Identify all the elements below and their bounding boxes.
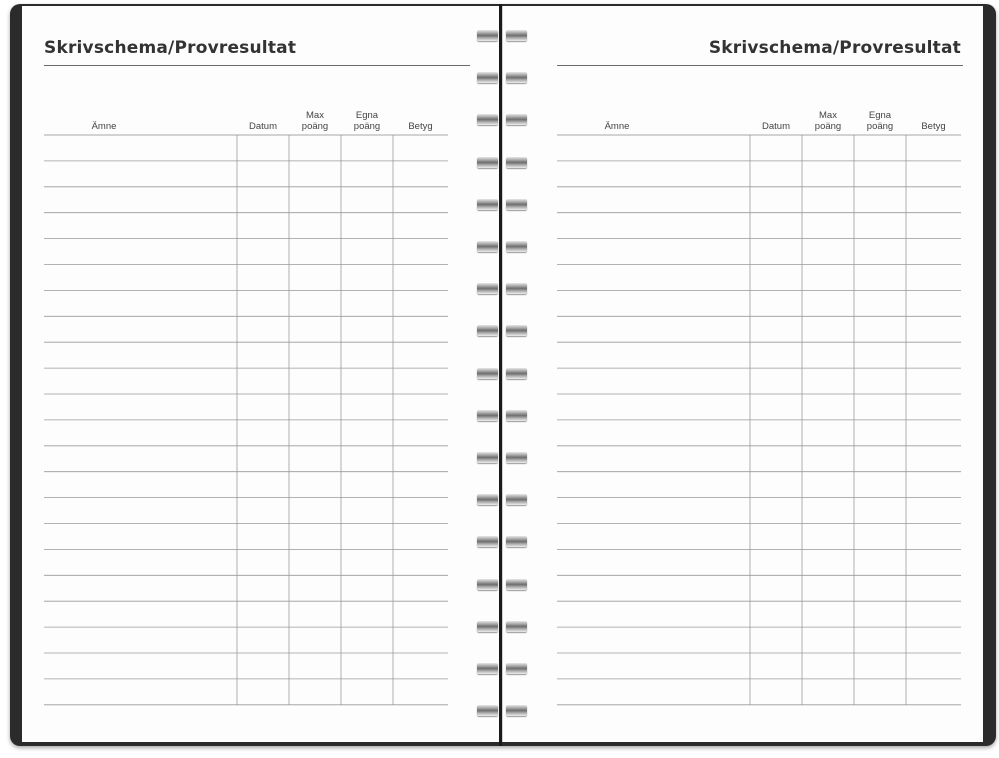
title-rule [44,65,470,66]
ring-loop [477,199,498,210]
results-grid [44,106,474,716]
binding-ring [477,533,527,549]
ring-loop [477,114,498,125]
column-header: Egna poäng [866,110,894,132]
results-table [44,106,474,721]
binding-ring [477,111,527,127]
binding-ring [477,491,527,507]
column-header: Ämne [604,121,630,132]
ring-loop [506,705,527,716]
results-table [557,106,967,721]
ring-loop [506,452,527,463]
ring-loop [506,199,527,210]
ring-loop [477,157,498,168]
binding-ring [477,322,527,338]
ring-loop [477,30,498,41]
ring-loop [506,663,527,674]
column-header: Betyg [408,121,433,132]
column-header: Max poäng [814,110,842,132]
binding-ring [477,618,527,634]
ring-loop [506,368,527,379]
ring-loop [506,325,527,336]
page-title: Skrivschema/Provresultat [708,38,961,58]
right-page [502,6,983,742]
binding-ring [477,196,527,212]
ring-loop [506,241,527,252]
column-header: Max poäng [301,110,329,132]
binding-ring [477,27,527,43]
ring-loop [477,621,498,632]
ring-loop [506,410,527,421]
ring-loop [477,325,498,336]
column-header: Betyg [921,121,946,132]
column-header: Datum [249,121,277,132]
title-rule [557,65,963,66]
ring-loop [506,621,527,632]
binding-ring [477,576,527,592]
ring-loop [477,72,498,83]
ring-loop [506,536,527,547]
binding-ring [477,702,527,718]
left-page [22,6,503,742]
ring-loop [477,452,498,463]
ring-loop [477,410,498,421]
ring-loop [506,30,527,41]
column-header: Egna poäng [353,110,381,132]
ring-loop [506,72,527,83]
ring-loop [506,494,527,505]
binding-ring [477,449,527,465]
binding-ring [477,365,527,381]
binding-ring [477,660,527,676]
ring-loop [477,579,498,590]
column-header: Datum [762,121,790,132]
ring-loop [506,579,527,590]
ring-loop [477,494,498,505]
ring-loop [506,283,527,294]
binding-ring [477,154,527,170]
ring-loop [506,114,527,125]
ring-loop [477,368,498,379]
binding-ring [477,238,527,254]
results-grid [557,106,967,716]
ring-loop [506,157,527,168]
ring-loop [477,705,498,716]
column-header: Ämne [91,121,117,132]
page-title: Skrivschema/Provresultat [44,38,297,58]
binding-ring [477,69,527,85]
binding-ring [477,407,527,423]
ring-loop [477,536,498,547]
binding-ring [477,280,527,296]
ring-loop [477,663,498,674]
ring-loop [477,241,498,252]
ring-loop [477,283,498,294]
